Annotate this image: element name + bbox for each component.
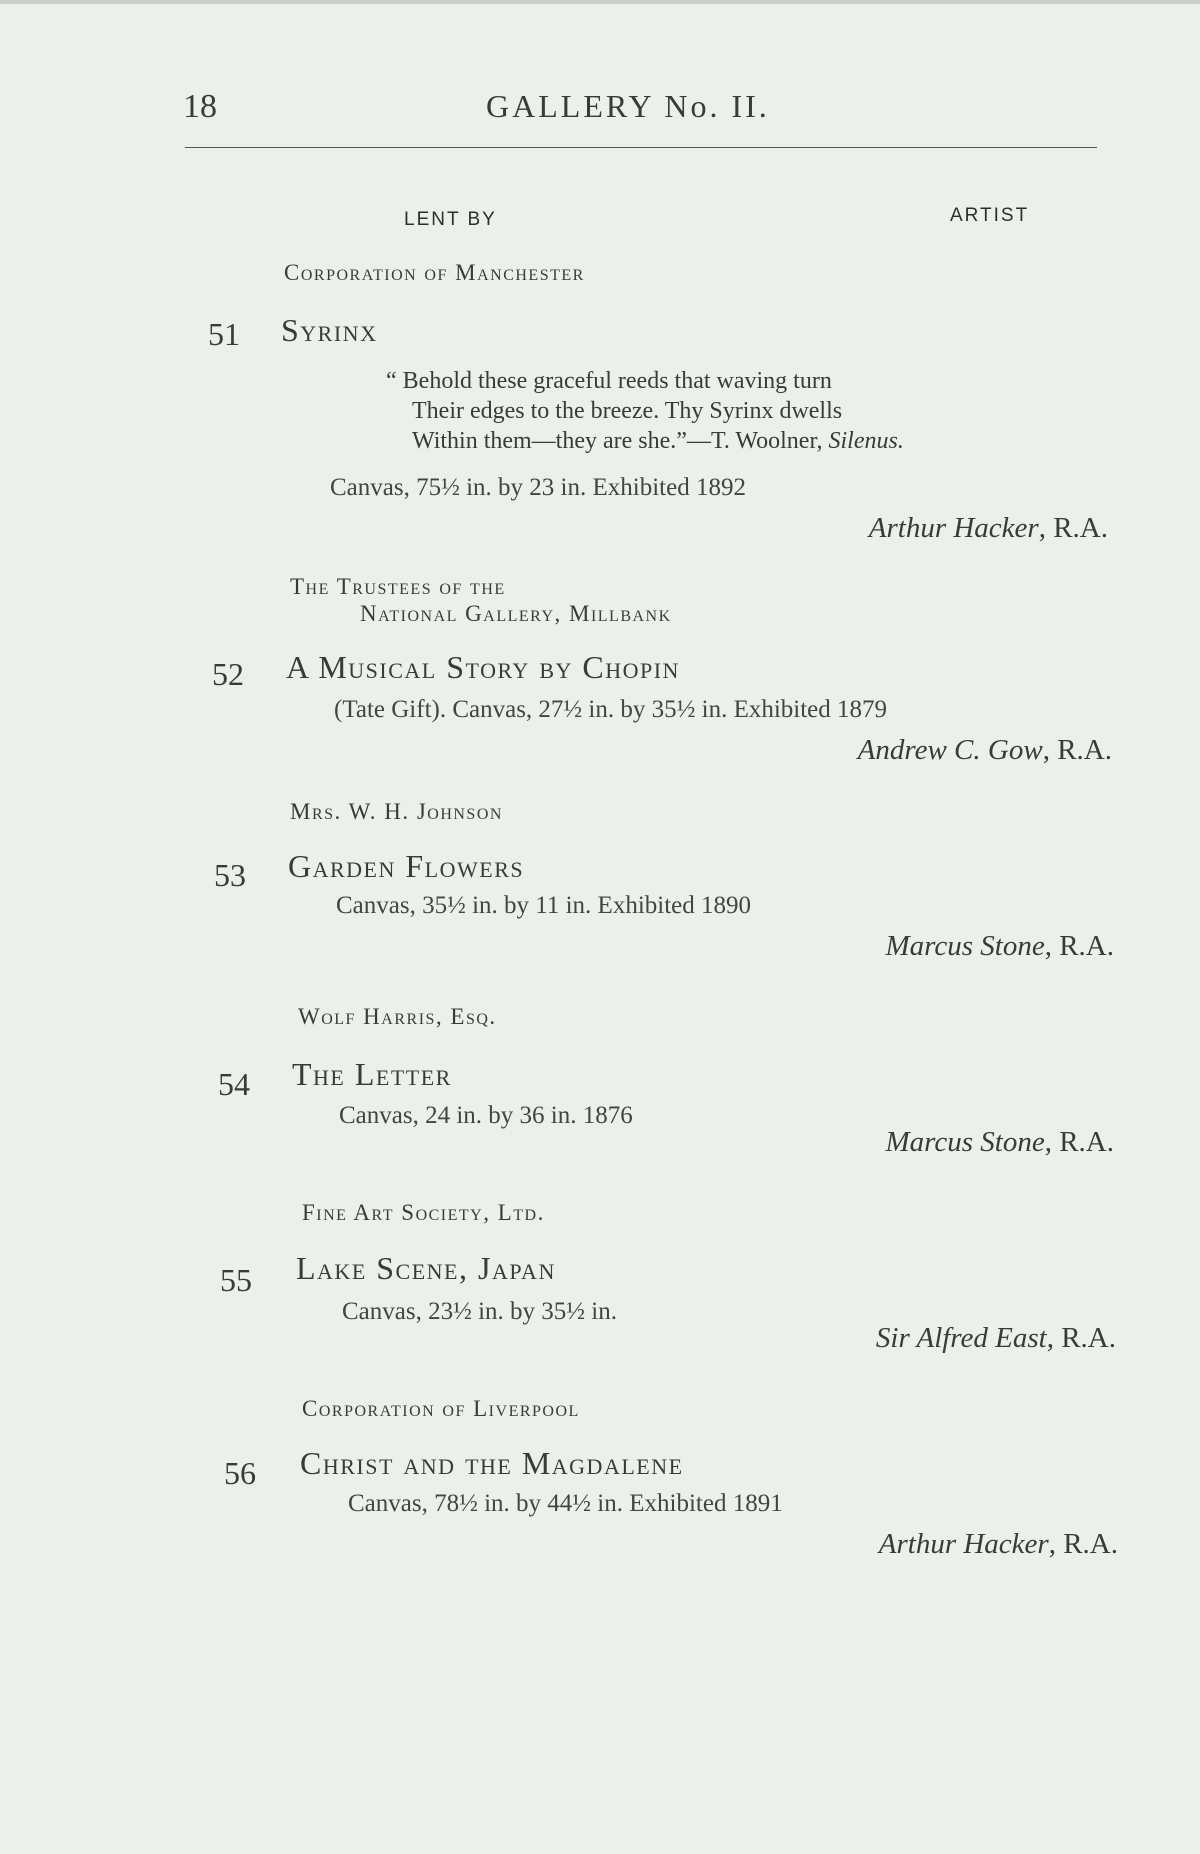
- quote-source: Silenus.: [828, 428, 904, 454]
- quote-line: Their edges to the breeze. Thy Syrinx dwells: [412, 398, 843, 424]
- quote-line-attribution: [386, 426, 904, 456]
- artist-suffix: , R.A.: [1044, 930, 1114, 962]
- artist-52: [412, 734, 1112, 767]
- artist-name: Arthur Hacker: [868, 512, 1039, 544]
- painting-title-53: Garden Flowers: [288, 848, 525, 884]
- artist-51: [408, 512, 1108, 545]
- artist-column-heading: ARTIST: [950, 205, 1030, 226]
- lender-53: Mrs. W. H. Johnson: [290, 799, 503, 824]
- lender-54: Wolf Harris, Esq.: [298, 1004, 497, 1029]
- artist-name: Marcus Stone: [885, 930, 1045, 962]
- running-head: GALLERY No. II.: [486, 88, 770, 124]
- lender-51: Corporation of Manchester: [284, 260, 585, 285]
- catalogue-number-54: 54: [218, 1066, 250, 1102]
- artist-name: Arthur Hacker: [878, 1528, 1049, 1560]
- painting-details-56: Canvas, 78½ in. by 44½ in. Exhibited 1891: [348, 1490, 783, 1517]
- artist-suffix: , R.A.: [1038, 512, 1108, 544]
- page-number: 18: [183, 88, 217, 125]
- artist-name: Andrew C. Gow: [857, 734, 1043, 766]
- painting-title-54: The Letter: [292, 1056, 452, 1092]
- artist-54: [414, 1126, 1114, 1159]
- catalogue-number-53: 53: [214, 857, 246, 893]
- catalogue-number-51: 51: [208, 316, 240, 352]
- artist-suffix: , R.A.: [1046, 1322, 1116, 1354]
- painting-details-54: Canvas, 24 in. by 36 in. 1876: [339, 1102, 633, 1129]
- quote-line: Within them—they are she.”—T. Woolner,: [412, 428, 823, 454]
- lender-52-line-2: National Gallery, Millbank: [360, 601, 672, 626]
- artist-name: Sir Alfred East: [875, 1322, 1047, 1354]
- lender-52-line-1: The Trustees of the: [290, 574, 506, 599]
- page-top-edge: [0, 0, 1200, 4]
- epigraph-quote: [386, 366, 904, 456]
- painting-details-51: Canvas, 75½ in. by 23 in. Exhibited 1892: [330, 474, 746, 501]
- header-rule: [185, 147, 1097, 148]
- painting-details-53: Canvas, 35½ in. by 11 in. Exhibited 1890: [336, 892, 752, 919]
- painting-details-52: (Tate Gift). Canvas, 27½ in. by 35½ in. Exhibited 1879: [334, 696, 888, 723]
- catalogue-number-56: 56: [224, 1455, 256, 1491]
- painting-title-52: A Musical Story by Chopin: [286, 649, 680, 685]
- artist-53: [414, 930, 1114, 963]
- artist-suffix: , R.A.: [1042, 734, 1112, 766]
- artist-name: Marcus Stone: [885, 1126, 1045, 1158]
- painting-title-51: Syrinx: [281, 312, 378, 348]
- artist-56: [418, 1528, 1118, 1561]
- lender-56: Corporation of Liverpool: [302, 1396, 580, 1421]
- painting-title-55: Lake Scene, Japan: [296, 1250, 556, 1286]
- catalogue-number-55: 55: [220, 1262, 252, 1298]
- quote-line: “ Behold these graceful reeds that waving turn: [386, 368, 832, 394]
- artist-55: [416, 1322, 1116, 1355]
- lent-by-column-heading: LENT BY: [404, 209, 497, 230]
- lender-55: Fine Art Society, Ltd.: [302, 1200, 545, 1225]
- catalogue-number-52: 52: [212, 656, 244, 692]
- artist-suffix: , R.A.: [1048, 1528, 1118, 1560]
- artist-suffix: , R.A.: [1044, 1126, 1114, 1158]
- painting-details-55: Canvas, 23½ in. by 35½ in.: [342, 1298, 617, 1325]
- painting-title-56: Christ and the Magdalene: [300, 1445, 684, 1481]
